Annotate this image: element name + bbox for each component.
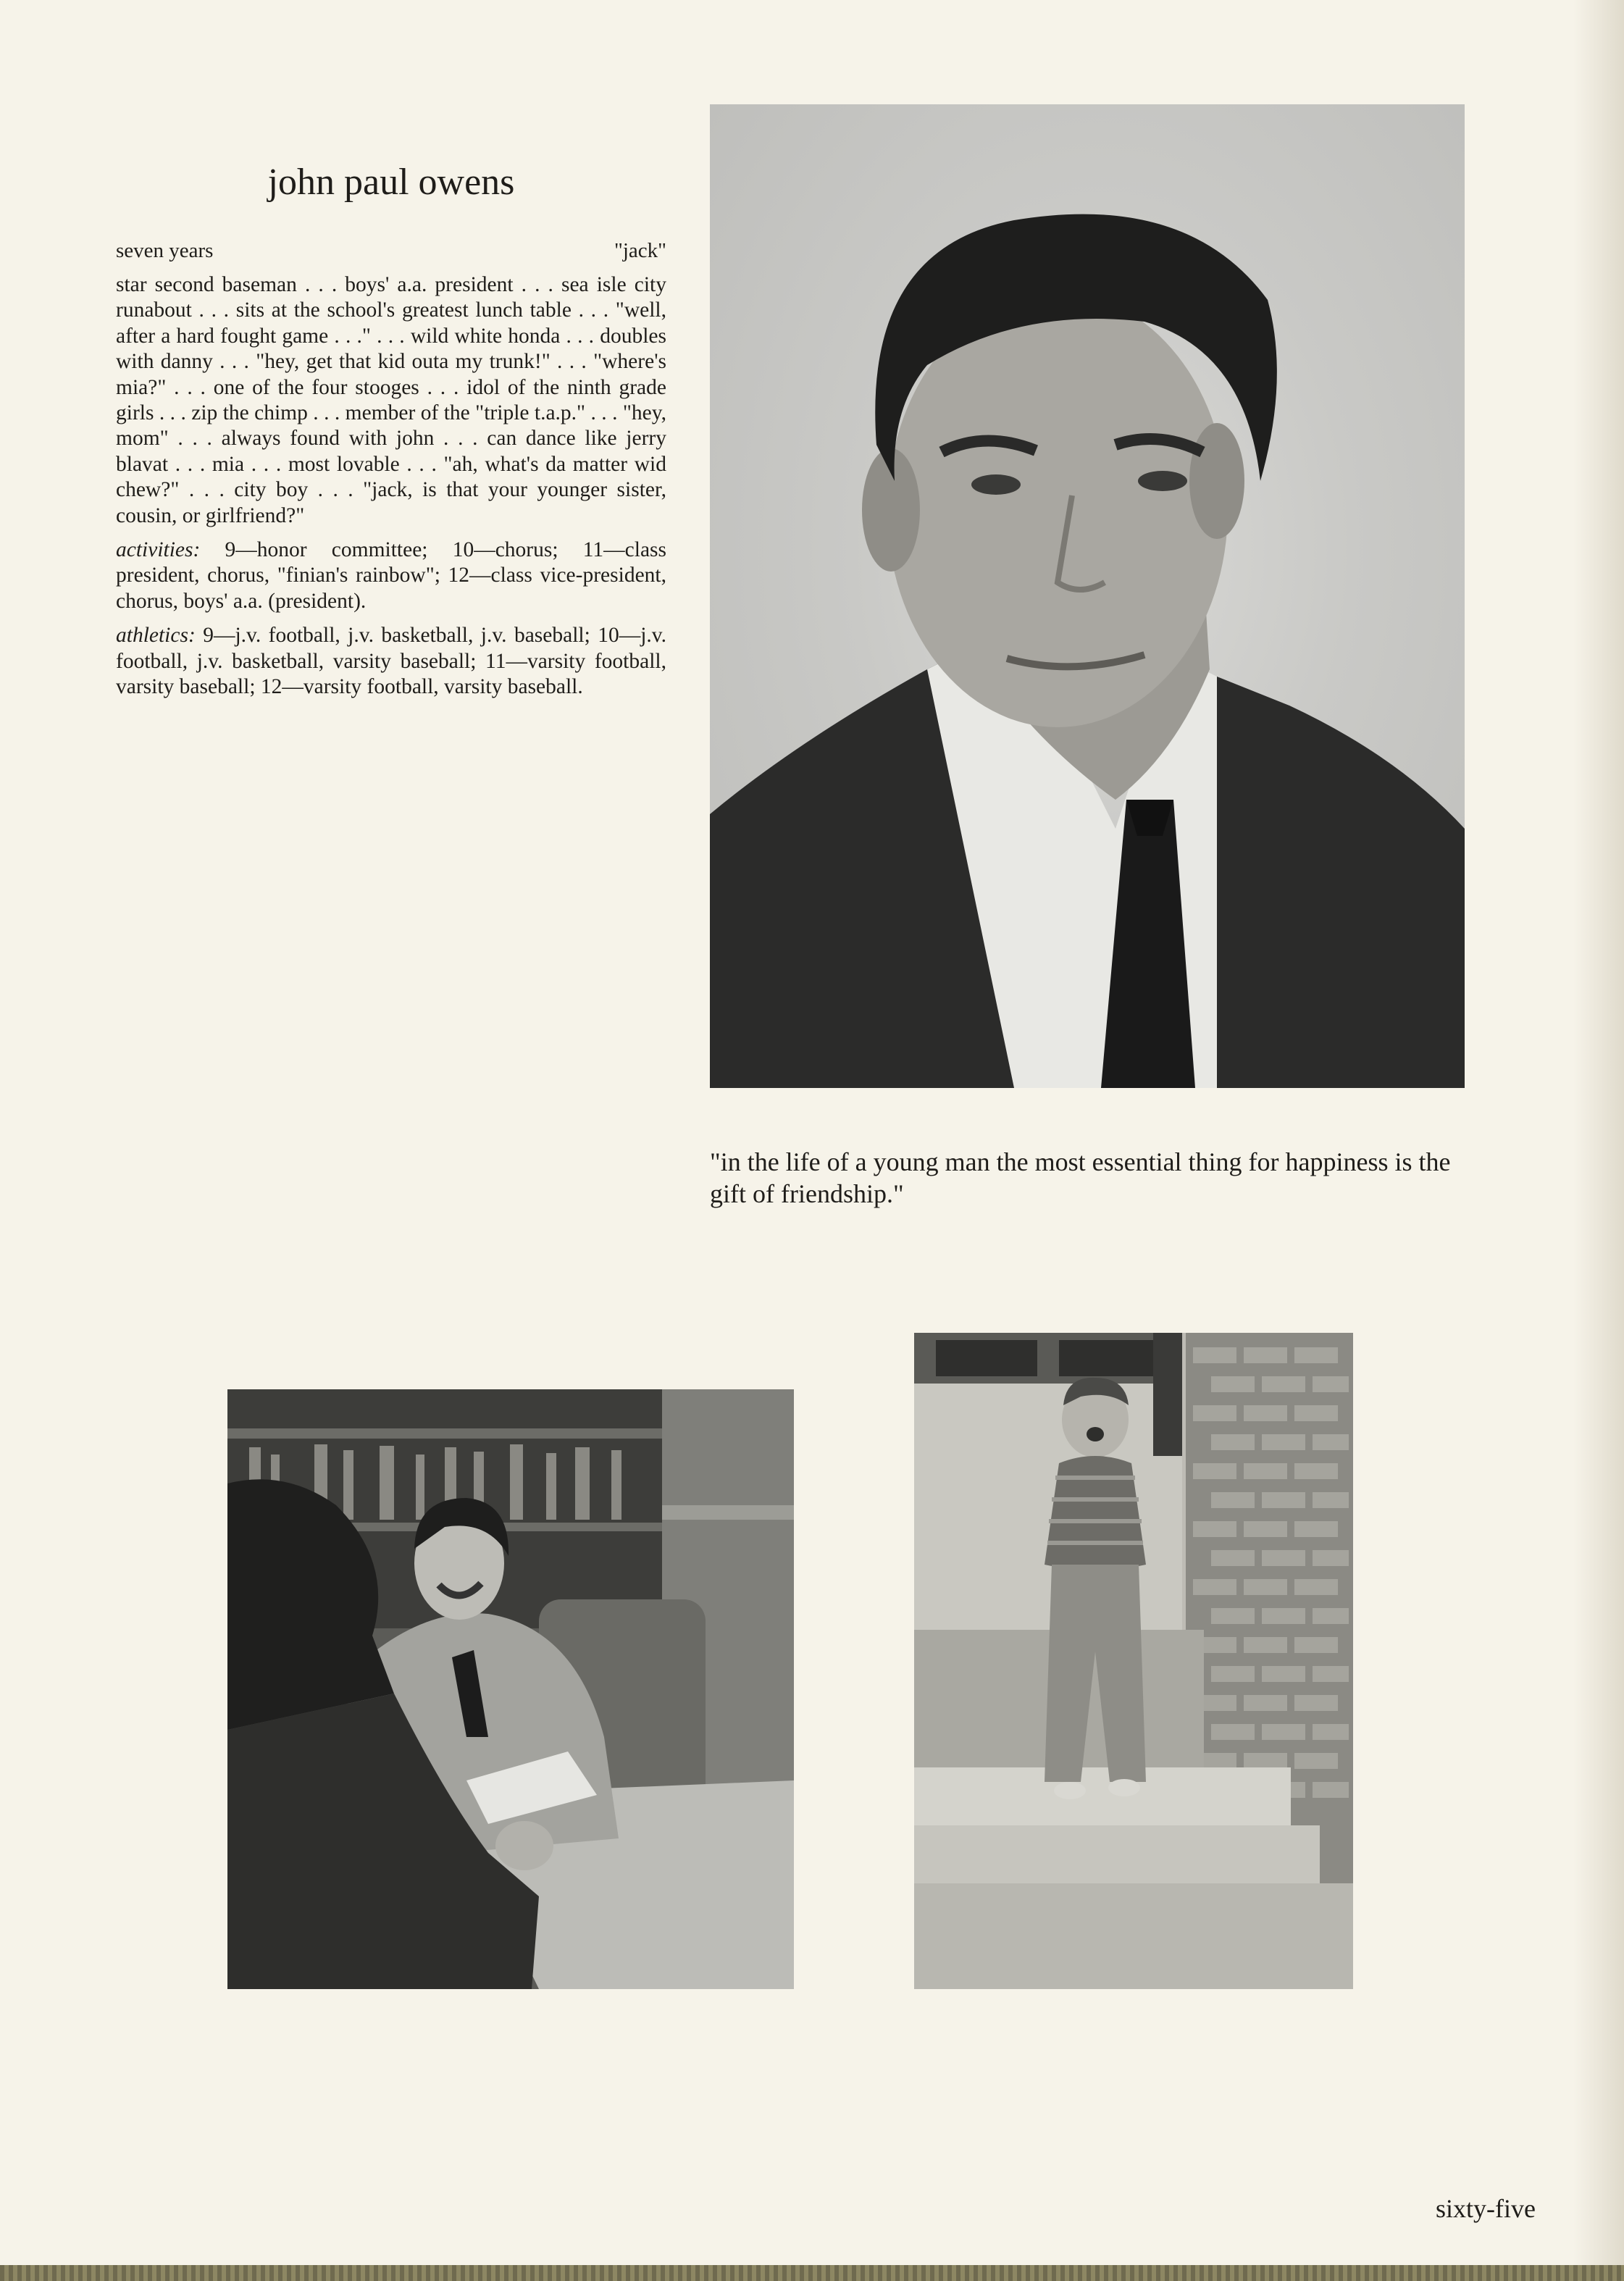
senior-portrait-photo xyxy=(710,104,1465,1088)
portrait-illustration xyxy=(710,104,1465,1088)
athletics-list: 9—j.v. football, j.v. basketball, j.v. baseball; 10—j.v. football, j.v. basketball, varsity baseball; 11—varsity football, varsity baseball; 12—varsity football, varsity baseball. xyxy=(116,624,666,699)
activities-label: activities: xyxy=(116,538,201,562)
activities-paragraph xyxy=(116,537,666,614)
athletics-label: athletics: xyxy=(116,624,196,648)
student-name: john paul owens xyxy=(267,162,515,203)
activities-list: 9—honor committee; 10—chorus; 11—class president, chorus, "finian's rainbow"; 12—class vice-president, chorus, boys' a.a. (president). xyxy=(116,538,666,613)
bio-text xyxy=(116,272,666,709)
childhood-photo xyxy=(914,1333,1353,1989)
nickname: "jack" xyxy=(614,239,666,262)
page-edge-shadow xyxy=(1573,0,1624,2281)
candid-desk-illustration xyxy=(227,1389,794,1989)
bio-paragraph: star second baseman . . . boys' a.a. president . . . sea isle city runabout . . . sits at the school's greatest lunch table . . . "well, after a hard fought game . . ." . . . wild white honda . . . doubles with danny . . . "hey, get that kid outa my trunk!" . . . "where's mia?" . . . one of the four stooges . . . idol of the ninth grade girls . . . zip the chimp . . . member of the "triple t.a.p." . . . "hey, mom" . . . always found with john . . . can dance like jerry blavat . . . mia . . . most lovable . . . "ah, what's da matter wid chew?" . . . city boy . . . "jack, is that your younger sister, cousin, or girlfriend?" xyxy=(116,273,666,527)
childhood-illustration xyxy=(914,1333,1353,1989)
years-nickname-line xyxy=(116,239,666,268)
years-attended: seven years xyxy=(116,239,214,262)
friendship-quote: "in the life of a young man the most essential thing for happiness is the gift of friendship." xyxy=(710,1147,1451,1208)
page-number: sixty-five xyxy=(1436,2194,1536,2223)
binding-strip xyxy=(0,2265,1624,2281)
candid-desk-photo xyxy=(227,1389,794,1989)
athletics-paragraph xyxy=(116,623,666,700)
